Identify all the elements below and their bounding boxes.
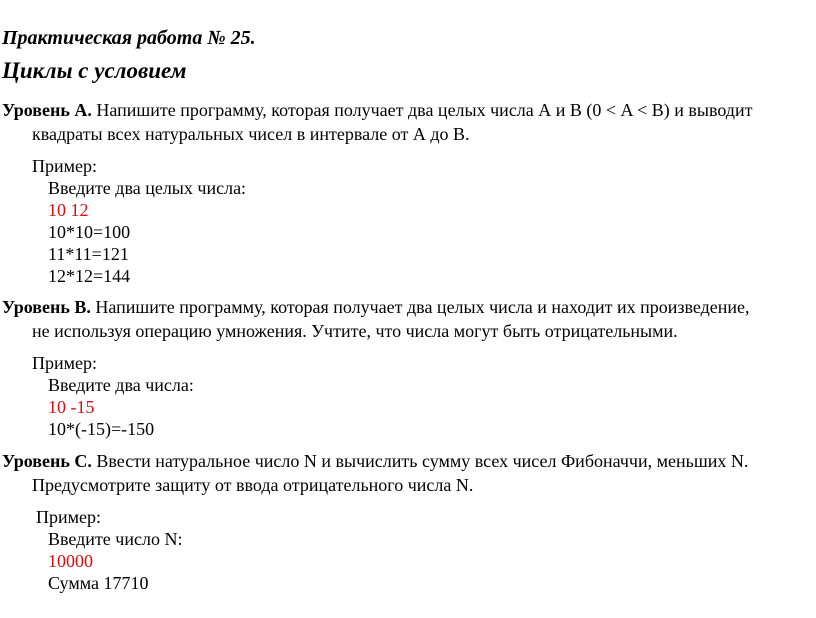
level-a-output-line: 10*10=100 [48, 222, 131, 242]
level-a-input: 10 12 [48, 200, 89, 220]
level-a-prompt: Введите два целых числа: [48, 178, 247, 198]
level-c-task-line-1 [2, 450, 748, 472]
level-c-output-line: Сумма 17710 [48, 573, 149, 593]
level-b-input: 10 -15 [48, 397, 95, 417]
level-a-example-label: Пример: [32, 156, 98, 176]
level-b-task-line-1 [2, 296, 750, 318]
level-b-task-line-2: не используя операцию умножения. Учтите, что числа могут быть отрицательными. [32, 321, 678, 341]
level-a-output-line: 12*12=144 [48, 266, 131, 286]
level-c-input: 10000 [48, 551, 93, 571]
level-a-task-line-1 [2, 99, 752, 121]
level-b-prompt: Введите два числа: [48, 375, 194, 395]
topic-title: Циклы с условием [2, 58, 187, 83]
level-a-task-line-2: квадраты всех натуральных чисел в интервале от А до В. [32, 124, 470, 144]
level-c-text-1: Ввести натуральное число N и вычислить сумму всех чисел Фибоначчи, меньших N. [91, 451, 749, 471]
level-c-task-line-2: Предусмотрите защиту от ввода отрицательного числа N. [32, 475, 474, 495]
level-a-text-1: Напишите программу, которая получает два целых числа А и В (0 < A < B) и выводит [91, 100, 753, 120]
level-b-example-label: Пример: [32, 353, 98, 373]
level-a-output-line: 11*11=121 [48, 244, 129, 264]
level-b-text-1: Напишите программу, которая получает два целых числа и находит их произведение, [90, 297, 750, 317]
level-c-prompt: Введите число N: [48, 529, 183, 549]
level-a-label: Уровень А. [2, 100, 92, 120]
level-b-output-line: 10*(-15)=-150 [48, 419, 155, 439]
level-c-example-label: Пример: [36, 507, 102, 527]
level-b-label: Уровень В. [2, 297, 91, 317]
level-c-label: Уровень С. [2, 451, 92, 471]
page-title: Практическая работа № 25. [2, 27, 256, 49]
